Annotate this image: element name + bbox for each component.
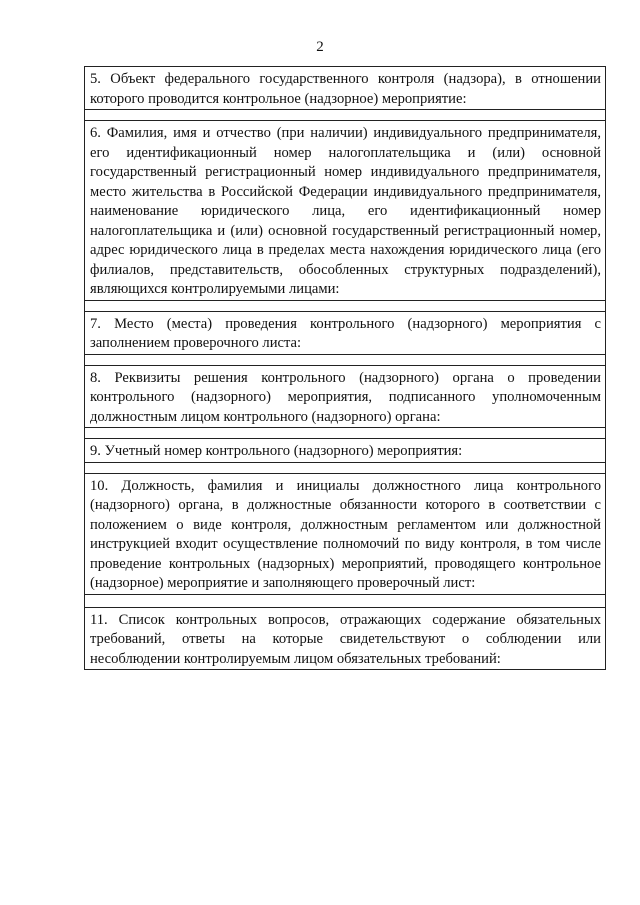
item-11-control-questions: 11. Список контрольных вопросов, отражающих содержание обязательных требований, ответы на которые свидетельствуют о соблюдении или несоблюдении контролируемым лицом обязательных требований: [85, 608, 605, 671]
item-9-answer-field[interactable] [85, 463, 605, 474]
item-8-decision-details: 8. Реквизиты решения контрольного (надзорного) органа о проведении контрольного (надзорного) мероприятия, подписанного уполномоченным должностным лицом контрольного (надзорного) органа: [85, 366, 605, 429]
item-5-object-of-control: 5. Объект федерального государственного контроля (надзора), в отношении которого проводится контрольное (надзорное) мероприятие: [85, 67, 605, 110]
page-number: 2 [316, 39, 324, 55]
item-5-answer-field[interactable] [85, 110, 605, 121]
item-8-answer-field[interactable] [85, 428, 605, 439]
checklist-form-table [84, 66, 606, 670]
item-7-answer-field[interactable] [85, 355, 605, 366]
item-6-answer-field[interactable] [85, 301, 605, 312]
item-6-controlled-person: 6. Фамилия, имя и отчество (при наличии) индивидуального предпринимателя, его идентификационный номер налогоплательщика и (или) основной государственный регистрационный номер индивидуального предпринимателя, место жительства в Российской Федерации индивидуального предпринимателя, наименование юридического лица, его идентификационный номер налогоплательщика и (или) основной государственный регистрационный номер, адрес юридического лица в пределах места нахождения юридического лица (его филиалов, представительств, обособленных структурных подразделений), являющихся контролируемыми лицами: [85, 121, 605, 301]
item-10-answer-field[interactable] [85, 595, 605, 608]
item-10-official-info: 10. Должность, фамилия и инициалы должностного лица контрольного (надзорного) органа, в должностные обязанности которого в соответствии с положением о виде контроля, должностным регламентом или должностной инструкцией входит осуществление полномочий по виду контроля, в том числе проведение контрольных (надзорных) мероприятий, проводящего контрольное (надзорное) мероприятие и заполняющего проверочный лист: [85, 474, 605, 595]
item-7-inspection-place: 7. Место (места) проведения контрольного (надзорного) мероприятия с заполнением проверочного листа: [85, 312, 605, 355]
item-9-registration-number: 9. Учетный номер контрольного (надзорного) мероприятия: [85, 439, 605, 463]
